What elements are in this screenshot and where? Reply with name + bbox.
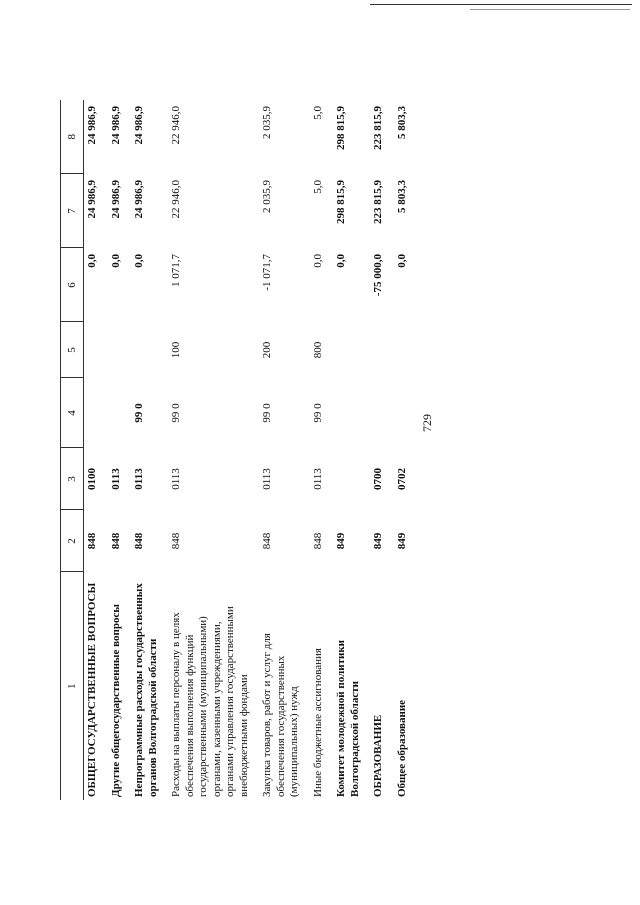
approved-amount-cell: 5,0 [311,106,324,120]
department-code-cell: 849 [372,532,384,550]
table-body [84,100,418,800]
approved-amount-cell: 24 986,9 [109,106,122,145]
target-article-cell: 99 0 [133,403,145,423]
section-code-cell: 0113 [109,468,122,490]
page-number: 729 [420,414,434,432]
row-label-cell: ОБРАЗОВАНИЕ [372,714,384,797]
total-amount-cell: 2 035,9 [261,180,273,213]
row-label-cell: Расходы на выплаты персоналу в целях обеспечения выполнения функций государственными (муниципальными) органами, казенными учреждениями, органами управления государственными внебюджетными фондами [170,606,250,797]
expense-type-cell: 800 [311,341,324,359]
row-label-cell: ОБЩЕГОСУДАРСТВЕННЫЕ ВОПРОСЫ [86,582,98,797]
table-row [310,100,334,800]
approved-amount-cell: 2 035,9 [261,106,273,139]
section-code-cell: 0113 [133,468,145,490]
table-row [131,100,168,800]
target-article-cell: 99 0 [261,403,273,423]
section-code-cell: 0113 [261,468,273,490]
expense-type-cell [370,322,394,378]
header-cell: 1 [61,572,84,800]
change-amount-cell: -1 071,7 [261,254,273,291]
section-code-cell: 0702 [395,468,408,490]
header-cell: 2 [61,510,84,572]
total-amount-cell: 24 986,9 [86,180,98,219]
department-code-cell: 848 [86,532,98,550]
budget-table [60,100,417,800]
row-label-cell: Иные бюджетные ассигнования [311,648,324,797]
change-amount-cell: 0,0 [86,254,98,268]
section-code-cell: 0113 [170,468,182,490]
row-label-cell: Другие общегосударственные вопросы [109,604,122,797]
expense-type-cell [394,322,418,378]
total-amount-cell: 5 803,3 [395,180,408,213]
approved-amount-cell: 5 803,3 [395,106,408,139]
expense-type-cell [84,322,108,378]
table-row [108,100,132,800]
top-rule [370,4,632,5]
expense-type-cell [108,322,132,378]
header-cell: 8 [61,100,84,174]
section-code-cell: 0700 [372,468,384,490]
total-amount-cell: 298 815,9 [335,180,347,224]
total-amount-cell: 24 986,9 [133,180,145,219]
target-article-cell [333,378,370,448]
approved-amount-cell: 22 946,0 [170,106,182,145]
target-article-cell: 99 0 [170,403,182,423]
change-amount-cell: 0,0 [335,254,347,268]
change-amount-cell: 1 071,7 [170,254,182,287]
header-row [61,100,84,800]
change-amount-cell: -75 000,0 [372,254,384,297]
header-cell: 4 [61,378,84,448]
row-label-cell: Комитет молодежной политики Волгоградской области [335,639,361,797]
department-code-cell: 848 [109,532,122,550]
header-cell: 3 [61,448,84,510]
total-amount-cell: 223 815,9 [372,180,384,224]
expense-type-cell [333,322,370,378]
section-code-cell [333,448,370,510]
row-label-cell: Общее образование [395,699,408,797]
header-cell: 5 [61,322,84,378]
approved-amount-cell: 298 815,9 [335,106,347,150]
target-article-cell: 99 0 [311,403,324,423]
change-amount-cell: 0,0 [133,254,145,268]
target-article-cell [370,378,394,448]
department-code-cell: 849 [395,532,408,550]
department-code-cell: 848 [261,532,273,550]
approved-amount-cell: 24 986,9 [133,106,145,145]
expense-type-cell: 100 [170,341,182,359]
header-cell: 7 [61,174,84,248]
table-row [84,100,108,800]
table-row [394,100,418,800]
rotated-table-container [60,100,520,800]
change-amount-cell: 0,0 [109,254,122,268]
approved-amount-cell: 223 815,9 [372,106,384,150]
approved-amount-cell: 24 986,9 [86,106,98,145]
department-code-cell: 848 [311,532,324,550]
expense-type-cell: 200 [261,341,273,359]
total-amount-cell: 22 946,0 [170,180,182,219]
target-article-cell [394,378,418,448]
total-amount-cell: 5,0 [311,180,324,194]
department-code-cell: 849 [335,532,347,550]
department-code-cell: 848 [170,532,182,550]
department-code-cell: 848 [133,532,145,550]
target-article-cell [108,378,132,448]
change-amount-cell: 0,0 [311,254,324,268]
section-code-cell: 0100 [86,468,98,490]
table-row [168,100,259,800]
table-row [370,100,394,800]
table-row [333,100,370,800]
row-label-cell: Непрограммные расходы государственных органов Волгоградской области [133,583,159,797]
table-row [259,100,310,800]
section-code-cell: 0113 [311,468,324,490]
target-article-cell [84,378,108,448]
row-label-cell: Закупка товаров, работ и услуг для обеспечения государственных (муниципальных) нужд [261,633,300,797]
change-amount-cell: 0,0 [395,254,408,268]
top-rule-secondary [470,9,630,10]
header-cell: 6 [61,248,84,322]
total-amount-cell: 24 986,9 [109,180,122,219]
expense-type-cell [131,322,168,378]
